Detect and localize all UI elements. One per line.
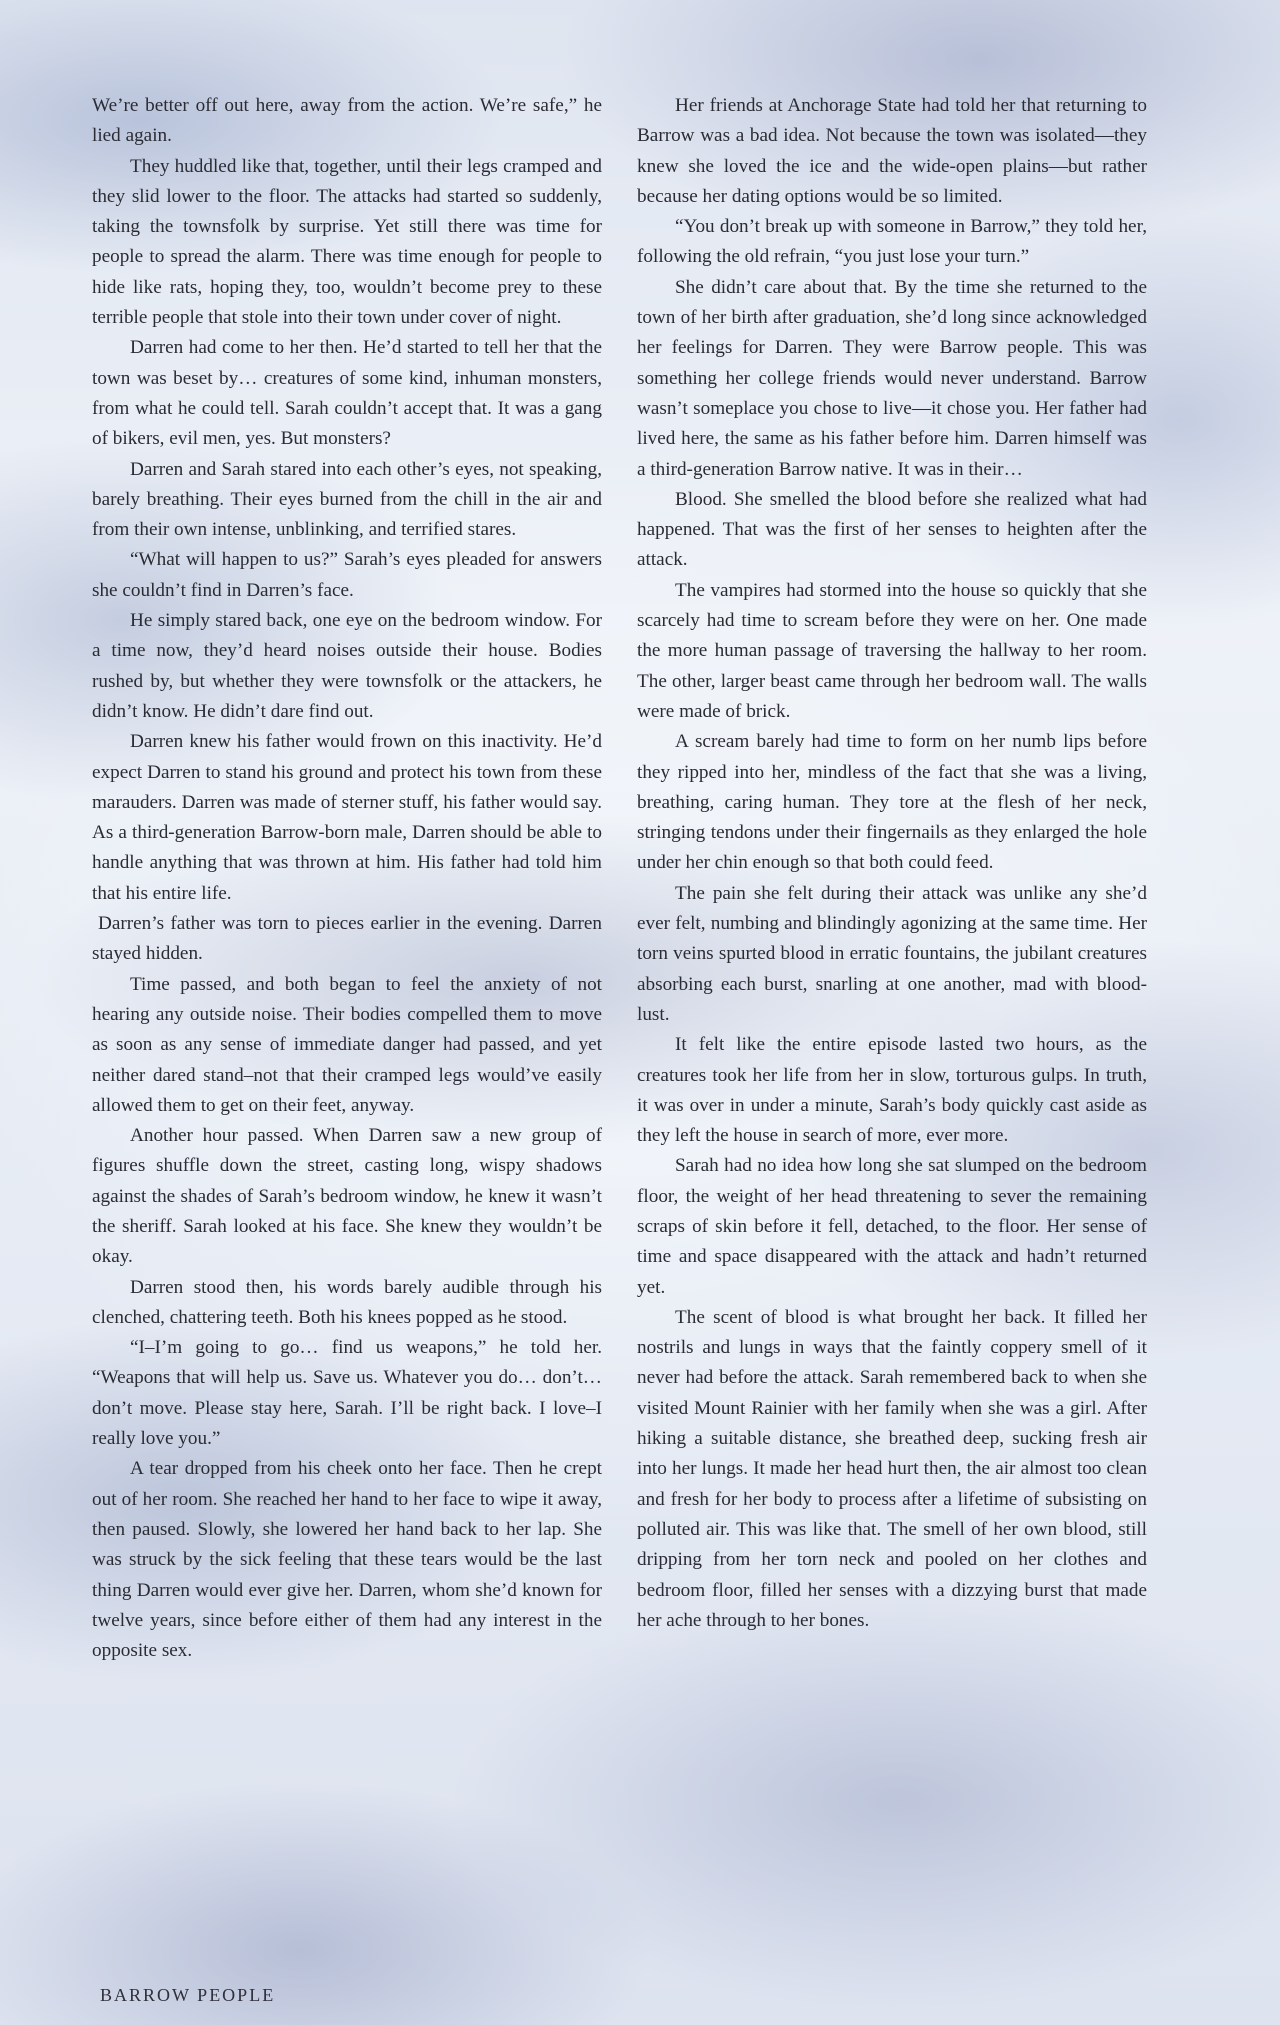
paragraph: Blood. She smelled the blood before she realized what had happened. That was the first of her senses to heighten after the attack. (637, 488, 1147, 571)
paragraph: “I–I’m going to go… find us weapons,” he told her. “Weapons that will help us. Save us. Whatever you do… don’t… don’t move. Please stay here, Sarah. I’ll be right back. I love–I really love you.” (92, 1337, 602, 1450)
paragraph: They huddled like that, together, until their legs cramped and they slid lower to the floor. The attacks had started so suddenly, taking the townsfolk by surprise. Yet still there was time for people to spread the alarm. There was time enough for people to hide like rats, hoping they, too, wouldn’t become prey to these terrible people that stole into their town under cover of night. (92, 155, 602, 329)
left-text-column (92, 91, 602, 1666)
paragraph: Darren’s father was torn to pieces earlier in the evening. Darren stayed hidden. (92, 913, 602, 965)
paragraph: Darren stood then, his words barely audible through his clenched, chattering teeth. Both his knees popped as he stood. (92, 1276, 602, 1328)
paragraph: He simply stared back, one eye on the bedroom window. For a time now, they’d heard noises outside their house. Bodies rushed by, but whether they were townsfolk or the attackers, he didn’t know. He didn’t dare find out. (92, 610, 602, 722)
paragraph: She didn’t care about that. By the time she returned to the town of her birth after graduation, she’d long since acknowledged her feelings for Darren. They were Barrow people. This was something her college friends would never understand. Barrow wasn’t someplace you chose to live—it chose you. Her father had lived here, the same as his father before him. Darren himself was a third-generation Barrow native. It was in their… (637, 276, 1147, 480)
paragraph: Sarah had no idea how long she sat slumped on the bedroom floor, the weight of her head threatening to sever the remaining scraps of skin before it fell, detached, to the floor. Her sense of time and space disappeared with the attack and hadn’t returned yet. (637, 1155, 1147, 1298)
paragraph: Darren had come to her then. He’d started to tell her that the town was beset by… creatures of some kind, inhuman monsters, from what he could tell. Sarah couldn’t accept that. It was a gang of bikers, evil men, yes. But monsters? (92, 337, 602, 450)
right-text-column (637, 91, 1147, 1636)
paragraph: We’re better off out here, away from the action. We’re safe,” he lied again. (92, 95, 602, 147)
paragraph: The pain she felt during their attack was unlike any she’d ever felt, numbing and blindingly agonizing at the same time. Her torn veins spurted blood in erratic fountains, the jubilant creatures absorbing each burst, snarling at one another, mad with blood-lust. (637, 882, 1147, 1025)
paragraph: It felt like the entire episode lasted two hours, as the creatures took her life from her in slow, torturous gulps. In truth, it was over in under a minute, Sarah’s body quickly cast aside as they left the house in search of more, ever more. (637, 1034, 1147, 1147)
paragraph: Time passed, and both began to feel the anxiety of not hearing any outside noise. Their bodies compelled them to move as soon as any sense of immediate danger had passed, and yet neither dared stand–not that their cramped legs would’ve easily allowed them to get on their feet, anyway. (92, 973, 602, 1116)
paragraph: The vampires had stormed into the house so quickly that she scarcely had time to scream before they were on her. One made the more human passage of traversing the hallway to her room. The other, larger beast came through her bedroom wall. The walls were made of brick. (637, 579, 1147, 722)
paragraph: “What will happen to us?” Sarah’s eyes pleaded for answers she couldn’t find in Darren’s face. (92, 549, 602, 601)
paragraph: A tear dropped from his cheek onto her face. Then he crept out of her room. She reached her hand to her face to wipe it away, then paused. Slowly, she lowered her hand back to her lap. She was struck by the sick feeling that these tears would be the last thing Darren would ever give her. Darren, whom she’d known for twelve years, since before either of them had any interest in the opposite sex. (92, 1458, 602, 1662)
paragraph: “You don’t break up with someone in Barrow,” they told her, following the old refrain, “you just lose your turn.” (637, 216, 1147, 268)
paragraph: Another hour passed. When Darren saw a new group of figures shuffle down the street, casting long, wispy shadows against the shades of Sarah’s bedroom window, he knew it wasn’t the sheriff. Sarah looked at his face. She knew they wouldn’t be okay. (92, 1125, 602, 1268)
paragraph: Darren and Sarah stared into each other’s eyes, not speaking, barely breathing. Their eyes burned from the chill in the air and from their own intense, unblinking, and terrified stares. (92, 458, 602, 541)
paragraph: Darren knew his father would frown on this inactivity. He’d expect Darren to stand his ground and protect his town from these marauders. Darren was made of sterner stuff, his father would say. As a third-generation Barrow-born male, Darren should be able to handle anything that was thrown at him. His father had told him that his entire life. (92, 731, 602, 904)
paragraph: A scream barely had time to form on her numb lips before they ripped into her, mindless of the fact that she was a living, breathing, caring human. They tore at the flesh of her neck, stringing tendons under their fingernails as they enlarged the hole under her chin enough so that both could feed. (637, 731, 1147, 874)
paragraph: Her friends at Anchorage State had told her that returning to Barrow was a bad idea. Not because the town was isolated—they knew she loved the ice and the wide-open plains—but rather because her dating options would be so limited. (637, 95, 1147, 207)
paragraph: The scent of blood is what brought her back. It filled her nostrils and lungs in ways that the faintly coppery smell of it never had before the attack. Sarah remembered back to when she visited Mount Rainier with her family when she was a girl. After hiking a suitable distance, she breathed deep, sucking fresh air into her lungs. It made her head hurt then, the air almost too clean and fresh for her body to process after a lifetime of subsisting on polluted air. This was like that. The smell of her own blood, still dripping from her torn neck and pooled on her clothes and bedroom floor, filled her senses with a dizzying burst that made her ache through to her bones. (637, 1306, 1147, 1631)
running-footer-title: BARROW PEOPLE (100, 1985, 276, 2005)
